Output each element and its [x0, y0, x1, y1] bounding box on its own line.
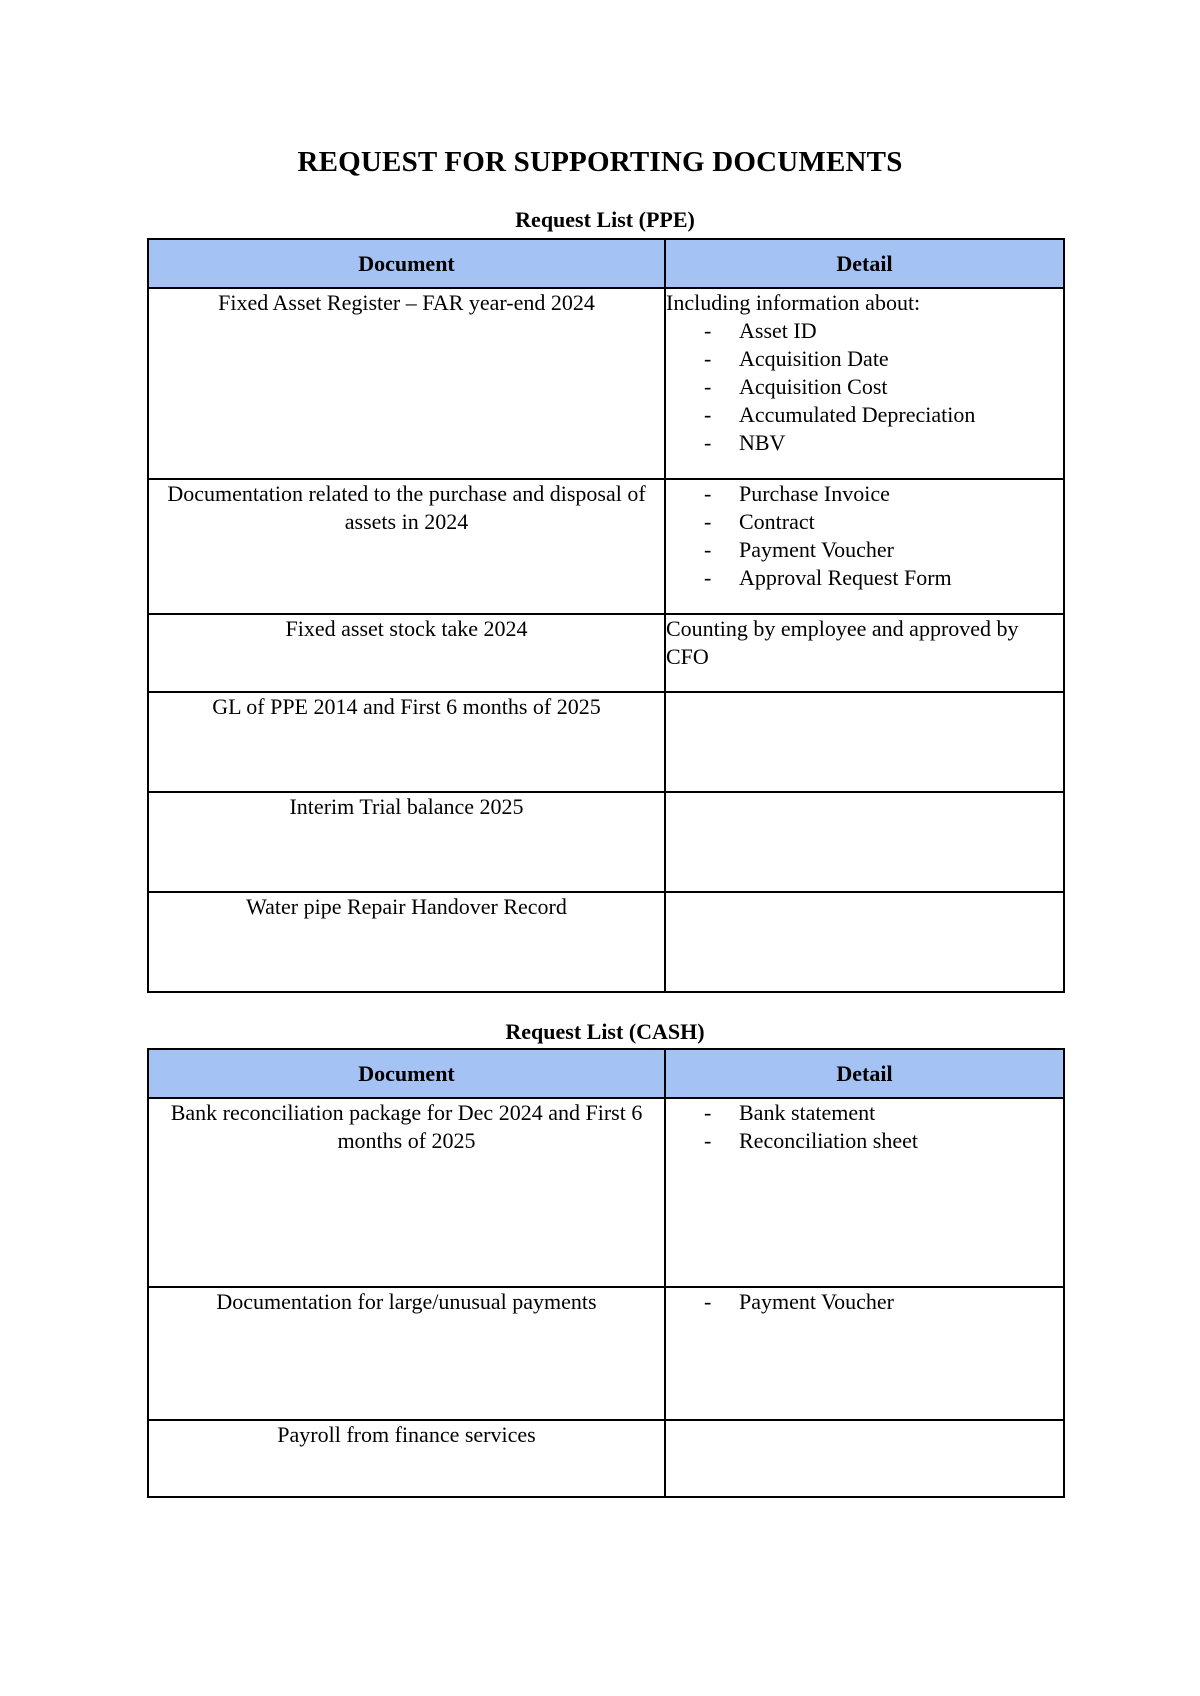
table-row	[148, 692, 1064, 792]
detail-intro: Including information about:	[666, 290, 921, 315]
detail-list-item: - Acquisition Date	[666, 345, 1063, 373]
table-row	[148, 792, 1064, 892]
document-cell: Documentation for large/unusual payments	[148, 1287, 665, 1420]
detail-list-item: - Acquisition Cost	[666, 373, 1063, 401]
detail-cell	[665, 1287, 1064, 1420]
cash-request-table	[147, 1048, 1065, 1498]
cash-table-caption: Request List (CASH)	[505, 1019, 705, 1044]
detail-cell: Counting by employee and approved by CFO	[665, 614, 1064, 692]
detail-list	[666, 480, 1063, 592]
document-cell: Fixed asset stock take 2024	[148, 614, 665, 692]
detail-list	[666, 1099, 1063, 1155]
table-row	[148, 1420, 1064, 1497]
ppe-table-caption: Request List (PPE)	[515, 207, 695, 232]
table-row	[148, 288, 1064, 479]
detail-list-item: - Approval Request Form	[666, 564, 1063, 592]
document-cell: GL of PPE 2014 and First 6 months of 2025	[148, 692, 665, 792]
document-cell: Interim Trial balance 2025	[148, 792, 665, 892]
detail-cell	[665, 1420, 1064, 1497]
table-row	[148, 892, 1064, 992]
detail-list-item: - Reconciliation sheet	[666, 1127, 1063, 1155]
detail-cell	[665, 288, 1064, 479]
detail-list-item: - Payment Voucher	[666, 1288, 1063, 1316]
document-column-header: Document	[148, 1049, 665, 1098]
detail-list	[666, 1288, 1063, 1316]
detail-list-item: - Bank statement	[666, 1099, 1063, 1127]
ppe-request-table	[147, 238, 1065, 993]
document-column-header: Document	[148, 239, 665, 288]
table-header-row	[148, 1049, 1064, 1098]
detail-list-item: - Contract	[666, 508, 1063, 536]
document-cell: Fixed Asset Register – FAR year-end 2024	[148, 288, 665, 479]
table-row	[148, 1287, 1064, 1420]
document-cell: Documentation related to the purchase and disposal of assets in 2024	[148, 479, 665, 614]
detail-list-item: - NBV	[666, 429, 1063, 457]
detail-list	[666, 317, 1063, 457]
detail-list-item: - Payment Voucher	[666, 536, 1063, 564]
table-row	[148, 614, 1064, 692]
detail-list-item: - Accumulated Depreciation	[666, 401, 1063, 429]
detail-cell	[665, 692, 1064, 792]
detail-column-header: Detail	[665, 239, 1064, 288]
document-cell: Water pipe Repair Handover Record	[148, 892, 665, 992]
document-cell: Payroll from finance services	[148, 1420, 665, 1497]
detail-cell	[665, 792, 1064, 892]
detail-list-item: - Purchase Invoice	[666, 480, 1063, 508]
table-row	[148, 1098, 1064, 1287]
detail-cell	[665, 892, 1064, 992]
detail-cell	[665, 479, 1064, 614]
detail-list-item: - Asset ID	[666, 317, 1063, 345]
detail-cell	[665, 1098, 1064, 1287]
detail-column-header: Detail	[665, 1049, 1064, 1098]
table-row	[148, 479, 1064, 614]
page-title: REQUEST FOR SUPPORTING DOCUMENTS	[297, 146, 903, 178]
table-header-row	[148, 239, 1064, 288]
document-cell: Bank reconciliation package for Dec 2024 and First 6 months of 2025	[148, 1098, 665, 1287]
